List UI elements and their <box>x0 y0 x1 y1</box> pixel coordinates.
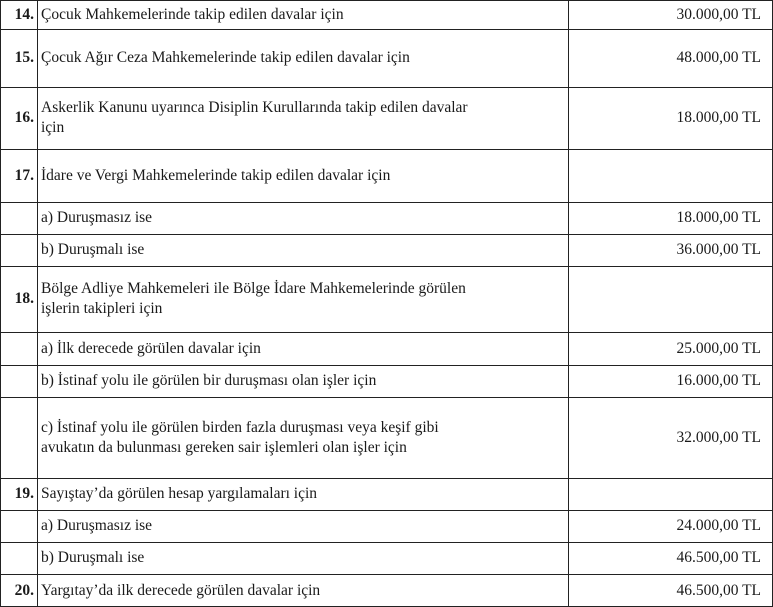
description-line: Bölge Adliye Mahkemeleri ile Bölge İdare Mahkemelerinde görülen <box>41 280 466 297</box>
item-description <box>37 510 568 542</box>
column-divider <box>0 0 1 607</box>
description-line: Sayıştay’da görülen hesap yargılamaları için <box>41 485 318 502</box>
table-row <box>0 202 773 234</box>
item-number: 15. <box>14 49 34 66</box>
table-row <box>0 510 773 542</box>
row-divider <box>0 266 773 267</box>
description-line: için <box>41 119 65 136</box>
column-divider <box>37 0 38 607</box>
table-row <box>0 0 773 29</box>
item-amount: 16.000,00 TL <box>676 372 761 389</box>
description-line: a) İlk derecede görülen davalar için <box>41 339 261 357</box>
description-line: a) Duruşmasız ise <box>41 517 153 534</box>
table-row <box>0 332 773 365</box>
row-divider <box>0 542 773 543</box>
item-number: 18. <box>14 290 34 307</box>
description-line: İdare ve Vergi Mahkemelerinde takip edilen davalar için <box>41 166 391 184</box>
table-row <box>0 365 773 397</box>
description-line: b) İstinaf yolu ile görülen bir duruşması olan işler için <box>41 372 377 389</box>
item-amount <box>568 266 773 332</box>
item-amount: 30.000,00 TL <box>676 5 761 23</box>
table-row <box>0 29 773 87</box>
row-divider <box>0 397 773 398</box>
item-description <box>37 397 568 478</box>
item-amount: 36.000,00 TL <box>676 241 761 258</box>
item-number <box>0 542 37 574</box>
item-amount <box>568 478 773 510</box>
item-number: 19. <box>14 485 34 502</box>
item-description <box>37 149 568 202</box>
item-amount: 46.500,00 TL <box>676 549 761 566</box>
description-line: c) İstinaf yolu ile görülen birden fazla duruşması veya keşif gibi <box>41 418 439 436</box>
item-amount: 25.000,00 TL <box>676 339 761 357</box>
row-divider <box>0 29 773 30</box>
item-description <box>37 542 568 574</box>
item-description <box>37 234 568 266</box>
item-description <box>37 478 568 510</box>
description-line: a) Duruşmasız ise <box>41 209 153 226</box>
table-row <box>0 397 773 478</box>
item-amount <box>568 149 773 202</box>
description-line: Çocuk Mahkemelerinde takip edilen davalar için <box>41 5 344 23</box>
description-line: işlerin takipleri için <box>41 300 163 317</box>
item-amount: 48.000,00 TL <box>676 49 761 66</box>
row-divider <box>0 365 773 366</box>
table-row <box>0 542 773 574</box>
row-divider <box>0 234 773 235</box>
description-line: Askerlik Kanunu uyarınca Disiplin Kurullarında takip edilen davalar <box>41 99 468 116</box>
item-number <box>0 332 37 365</box>
item-amount: 18.000,00 TL <box>676 109 761 126</box>
row-divider <box>0 574 773 575</box>
item-number: 14. <box>14 5 34 23</box>
item-number <box>0 510 37 542</box>
item-number <box>0 234 37 266</box>
row-divider <box>0 0 773 1</box>
table-row <box>0 234 773 266</box>
table-row <box>0 574 773 607</box>
column-divider <box>568 0 569 607</box>
item-amount: 46.500,00 TL <box>676 581 761 599</box>
item-number <box>0 202 37 234</box>
description-line: Yargıtay’da ilk derecede görülen davalar için <box>41 581 321 599</box>
item-amount: 32.000,00 TL <box>676 428 761 446</box>
row-divider <box>0 87 773 88</box>
description-line: b) Duruşmalı ise <box>41 549 145 566</box>
item-description <box>37 0 568 29</box>
item-description <box>37 29 568 87</box>
item-description <box>37 365 568 397</box>
item-description <box>37 87 568 149</box>
item-description <box>37 574 568 607</box>
table-row <box>0 478 773 510</box>
item-number <box>0 365 37 397</box>
item-number <box>0 397 37 478</box>
item-number: 16. <box>14 109 34 126</box>
row-divider <box>0 202 773 203</box>
row-divider <box>0 510 773 511</box>
table-row <box>0 87 773 149</box>
item-number: 20. <box>14 581 34 599</box>
row-divider <box>0 332 773 333</box>
description-line: b) Duruşmalı ise <box>41 241 145 258</box>
item-amount: 18.000,00 TL <box>676 209 761 226</box>
row-divider <box>0 478 773 479</box>
item-description <box>37 332 568 365</box>
table-row <box>0 266 773 332</box>
item-description <box>37 202 568 234</box>
table-row <box>0 149 773 202</box>
row-divider <box>0 149 773 150</box>
item-description <box>37 266 568 332</box>
item-amount: 24.000,00 TL <box>676 517 761 534</box>
description-line: Çocuk Ağır Ceza Mahkemelerinde takip edilen davalar için <box>41 49 410 66</box>
item-number: 17. <box>14 166 34 184</box>
description-line: avukatın da bulunması gereken sair işlemleri olan işler için <box>41 438 407 456</box>
